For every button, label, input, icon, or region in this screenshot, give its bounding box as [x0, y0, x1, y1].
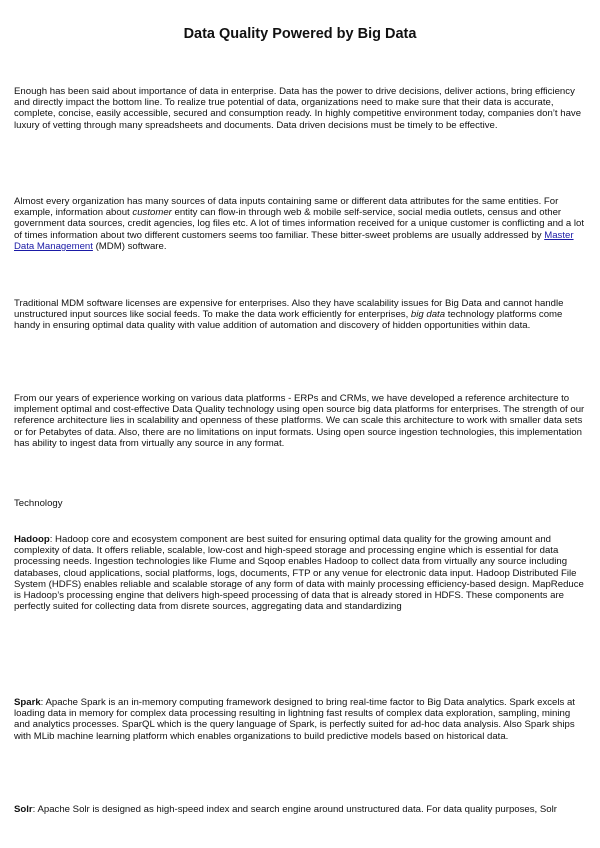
- mdm-text-a: Traditional MDM software licenses are expensive for enterprises. Also they have scalability issues for Big Data and cannot handle unstructured input sources like social feeds. To make the data work efficiently for enterprises,: [14, 298, 564, 321]
- solr-paragraph: [14, 804, 588, 815]
- solr-term: Solr: [14, 804, 33, 815]
- sources-text-c: (MDM) software.: [92, 240, 167, 252]
- spark-text: : Apache Spark is an in-memory computing framework designed to bring real-time factor to Big Data analytics. Spark excels at loading data in memory for complex data processing resulting in lightning fast results of complex data exploration, sampling, mining and analytics processes. SparQL which is the query language of Spark, is perfectly suited for ad-hoc data analysis. Also Spark ships with MLib machine learning platform which enables organizations to build predictive models based on historical data.: [14, 697, 575, 742]
- intro-paragraph: Enough has been said about importance of data in enterprise. Data has the power to drive decisions, deliver actions, bring efficiency and directly impact the bottom line. To realize true potential of data, organizations need to make sure that their data is accurate, complete, concise, easily accessible, secured and consumption ready. In highly competitive environment today, companies don’t have luxury of vetting through many spreadsheets and documents. Data driven decisions must be timely to be effective.: [14, 86, 582, 131]
- hadoop-term: Hadoop: [14, 534, 50, 545]
- sources-paragraph: [14, 196, 588, 252]
- hadoop-paragraph: [14, 534, 588, 612]
- mdm-paragraph: [14, 298, 588, 332]
- sources-text-b: entity can flow-in through web & mobile self-service, social media outlets, census and other government data sources, credit agencies, log files etc. A lot of times information received for a unique customer is conflicting and a lot of times information about two different customers seems too familiar. These bitter-sweet problems are usually addressed by: [14, 207, 585, 241]
- architecture-paragraph: From our years of experience working on various data platforms - ERPs and CRMs, we have developed a reference architecture to implement optimal and cost-effective Data Quality technology using open source big data platforms for enterprises. The strength of our reference architecture lies in scalability and openness of these platforms. We can scale this architecture to work with smaller data sets or for Petabytes of data. Also, there are no limitations on input formats. Using open source ingestion technologies, this implementation has ability to ingest data from virtually any source in any format.: [14, 393, 585, 449]
- solr-text: : Apache Solr is designed as high-speed index and search engine around unstructured data. For data quality purposes, Solr: [32, 804, 557, 815]
- mdm-text-b: technology platforms come handy in ensuring optimal data quality with value addition of automation and discovery of hidden opportunities within data.: [14, 309, 563, 332]
- page-title: Data Quality Powered by Big Data: [183, 26, 417, 42]
- technology-heading: Technology: [14, 498, 63, 509]
- mdm-emphasis: big data: [410, 309, 446, 321]
- sources-text-a: Almost every organization has many sources of data inputs containing same or different data attributes for the same entities. For example, information about: [14, 196, 559, 219]
- mdm-link[interactable]: Master Data Management: [14, 229, 574, 252]
- hadoop-text: : Hadoop core and ecosystem component are best suited for ensuring optimal data quality for the growing amount and complexity of data. It offers reliable, scalable, low-cost and high-speed storage and processing engine which is essential for data processing needs. Ingestion technologies like Flume and Sqoop enables Hadoop to collect data from virtually any source including databases, cloud applications, social platforms, logs, documents, FTP or any venue for electronic data input. Hadoop Distributed File System (HDFS) enables reliable and scalable storage of any form of data with mainly processing efficiency-based design. MapReduce is Hadoop’s processing engine that delivers high-speed processing of data that is already stored in HDFS. These components are perfectly suited for collecting data from disrete sources, aggregating data and standardizing: [14, 534, 584, 613]
- sources-emphasis: customer: [132, 207, 172, 219]
- spark-paragraph: [14, 697, 588, 742]
- spark-term: Spark: [14, 697, 41, 708]
